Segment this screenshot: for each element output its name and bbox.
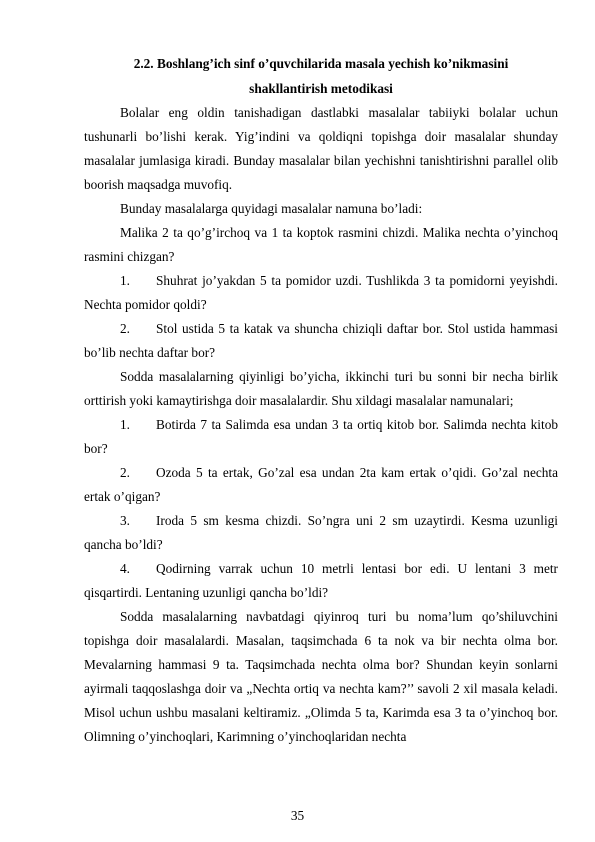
item-number: 2.	[120, 465, 130, 480]
numbered-item	[84, 461, 558, 509]
section-heading-line-2: shakllantirish metodikasi	[249, 81, 393, 96]
paragraph: Malika 2 ta qo’g’irchoq va 1 ta koptok rasmini chizdi. Malika nechta o’yinchoq rasmini chizgan?	[84, 225, 558, 264]
paragraph: Bunday masalalarga quyidagi masalalar namuna bo’ladi:	[120, 201, 423, 216]
paragraph: Sodda masalalarning navbatdagi qiyinroq turi bu noma’lum qo’shiluvchini topishga doir masalalardi. Masalan, taqsimchada 6 ta nok va bir nechta olma bor. Mevalarning hammasi 9 ta. Taqsimchada nechta olma bor? Shundan keyin sonlarni ayirmali taqqoslashga doir va „Nechta ortiq va nechta kam?’’ savoli 2 xil masala keladi. Misol uchun ushbu masalani keltiramiz. „Olimda 5 ta, Karimda esa 3 ta o’yinchoq bor. Olimning o’yinchoqlari, Karimning o’yinchoqlaridan nechta	[84, 609, 558, 744]
numbered-item	[84, 413, 558, 461]
item-text: Botirda 7 ta Salimda esa undan 3 ta ortiq kitob bor. Salimda nechta kitob bor?	[84, 417, 558, 456]
section-heading-line-1: 2.2. Boshlang’ich sinf o’quvchilarida masala yechish ko’nikmasini	[133, 56, 509, 71]
item-number: 2.	[120, 321, 130, 336]
item-text: Shuhrat jo’yakdan 5 ta pomidor uzdi. Tushlikda 3 ta pomidorni yeyishdi. Nechta pomidor qoldi?	[84, 273, 558, 312]
item-text: Iroda 5 sm kesma chizdi. So’ngra uni 2 sm uzaytirdi. Kesma uzunligi qancha bo’ldi?	[84, 513, 558, 552]
numbered-item	[84, 317, 558, 365]
item-text: Ozoda 5 ta ertak, Go’zal esa undan 2ta kam ertak o’qidi. Go’zal nechta ertak o’qigan?	[84, 465, 558, 504]
item-number: 1.	[120, 417, 130, 432]
numbered-item	[84, 557, 558, 605]
page-number: 35	[290, 808, 305, 823]
numbered-item	[84, 269, 558, 317]
numbered-item	[84, 509, 558, 557]
item-number: 3.	[120, 513, 130, 528]
body-text	[84, 101, 558, 749]
paragraph: Sodda masalalarning qiyinligi bo’yicha, ikkinchi turi bu sonni bir necha birlik orttirish yoki kamaytirishga doir masalalardir. Shu xildagi masalalar namunalari;	[84, 369, 558, 408]
item-text: Stol ustida 5 ta katak va shuncha chiziqli daftar bor. Stol ustida hammasi bo’lib nechta daftar bor?	[84, 321, 558, 360]
item-number: 1.	[120, 273, 130, 288]
item-text: Qodirning varrak uchun 10 metrli lentasi bor edi. U lentani 3 metr qisqartirdi. Lentaning uzunligi qancha bo’ldi?	[84, 561, 558, 600]
item-number: 4.	[120, 561, 130, 576]
paragraph: Bolalar eng oldin tanishadigan dastlabki masalalar tabiiyki bolalar uchun tushunarli bo’lishi kerak. Yig’indini va qoldiqni topishga doir masalalar shunday masalalar jumlasiga kiradi. Bunday masalalar bilan yechishni tanishtirishni parallel olib boorish maqsadga muvofiq.	[84, 105, 558, 192]
